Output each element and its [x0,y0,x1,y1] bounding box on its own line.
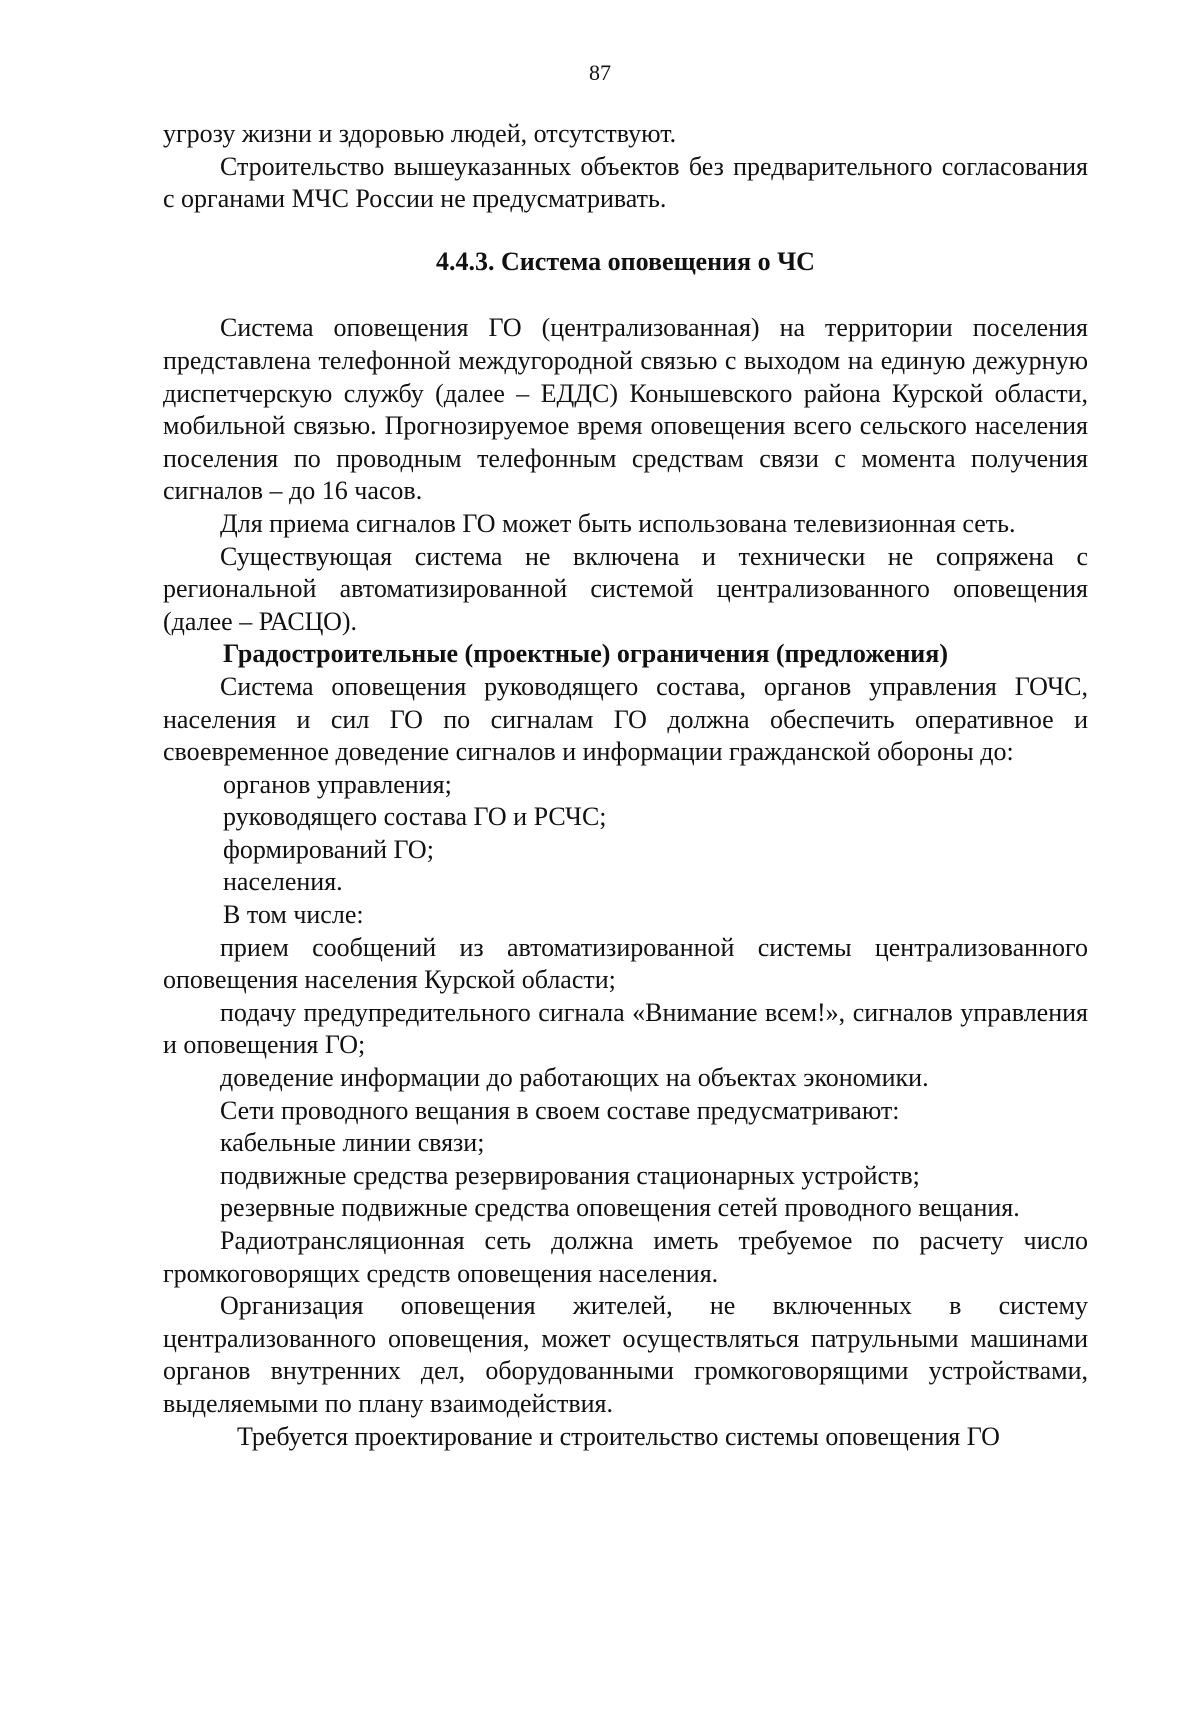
paragraph-patrol-notification: Организация оповещения жителей, не включенных в систему централизованного оповещения, может осуществляться патрульными машинами органов внутренних дел, оборудованными громкоговорящими устройствами, выделяемыми по плану взаимодействия. [163,1291,1088,1418]
paragraph-inform-workers: доведение информации до работающих на объектах экономики. [220,1063,929,1093]
list-item: руководящего состава ГО и РСЧС; [223,802,607,832]
section-heading: 4.4.3. Система оповещения о ЧС [436,246,815,276]
subheading-urban-restrictions: Градостроительные (проектные) ограничения (предложения) [223,639,949,669]
list-intro: В том числе: [223,900,364,930]
list-item: населения. [223,867,343,897]
paragraph-construction-restriction: Строительство вышеуказанных объектов без предварительного согласования с органами МЧС России не предусматривать. [163,151,1088,214]
paragraph-receive-messages: прием сообщений из автоматизированной системы централизованного оповещения населения Курской области; [163,932,1088,995]
paragraph-notification-requirements: Система оповещения руководящего состава, органов управления ГОЧС, населения и сил ГО по сигналам ГО должна обеспечить оперативное и своевременное доведение сигналов и информации гражданской обороны до: [163,671,1088,767]
paragraph-notification-system: Система оповещения ГО (централизованная) на территории поселения представлена телефонной междугородной связью с выходом на единую дежурную диспетчерскую службу (далее – ЕДДС) Конышевского района Курской области, мобильной связью. Прогнозируемое время оповещения всего сельского населения поселения по проводным телефонным средствам связи с момента получения сигналов – до 16 часов. [163,313,1088,506]
paragraph-mobile-backup: подвижные средства резервирования стационарных устройств; [220,1160,920,1190]
recipients-list [163,769,1088,899]
page-number: 87 [589,60,611,85]
paragraph-tv-network: Для приема сигналов ГО может быть использована телевизионная сеть. [220,508,1016,538]
paragraph-radio-network: Радиотрансляционная сеть должна иметь требуемое по расчету число громкоговорящих средств оповещения населения. [163,1226,1088,1288]
list-item: органов управления; [223,769,452,799]
document-body [163,118,1088,1453]
list-item: формирований ГО; [223,834,434,864]
paragraph-design-requirement: Требуется проектирование и строительство системы оповещения ГО [237,1421,1000,1451]
paragraph-warning-signal: подачу предупредительного сигнала «Внимание всем!», сигналов управления и оповещения ГО; [163,997,1088,1060]
paragraph-cable-lines: кабельные линии связи; [220,1128,485,1158]
paragraph-wired-networks: Сети проводного вещания в своем составе предусматривают: [220,1095,900,1125]
paragraph-reserve-means: резервные подвижные средства оповещения сетей проводного вещания. [220,1193,1020,1223]
paragraph-rasco: Существующая система не включена и технически не сопряжена с региональной автоматизированной системой централизованного оповещения (далее – РАСЦО). [163,541,1088,636]
paragraph-continuation: угрозу жизни и здоровью людей, отсутствуют. [163,119,677,148]
